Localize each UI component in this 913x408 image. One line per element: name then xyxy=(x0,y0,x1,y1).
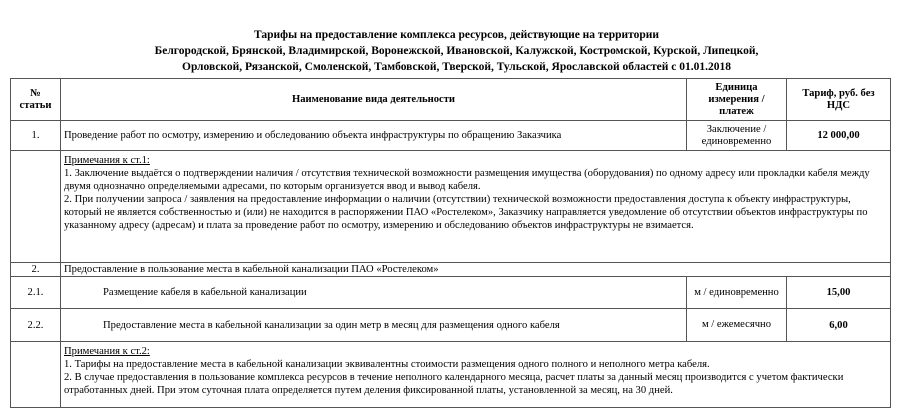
notes-article-1 xyxy=(61,151,891,263)
header-num: № статьи xyxy=(11,79,61,121)
row-price: 15,00 xyxy=(787,277,891,309)
doc-title-line-1: Тарифы на предоставление комплекса ресурсов, действующие на территории xyxy=(253,29,660,41)
notes-article-2 xyxy=(61,342,891,408)
table-row xyxy=(11,263,891,277)
note-paragraph: 2. В случае предоставления в пользование комплекса ресурсов в течение неполного календарного месяца, расчет платы за данный месяц производится с учетом фактически отработанных дней. При этом суточная плата определяется путем деления фиксированной платы, установленной за месяц, на 30 дней. xyxy=(64,372,844,396)
notes-row xyxy=(11,342,891,408)
row-num: 1. xyxy=(11,121,61,151)
header-price: Тариф, руб. без НДС xyxy=(787,79,891,121)
row-name: Предоставление места в кабельной канализации за один метр в месяц для размещения одного кабеля xyxy=(61,309,687,342)
doc-title-line-2: Белгородской, Брянской, Владимирской, Воронежской, Ивановской, Калужской, Костромской, Курской, Липецкой, xyxy=(154,45,759,57)
note-paragraph: 2. При получении запроса / заявления на предоставление информации о наличии (отсутствии) технической возможности предоставления доступа к объекту инфраструктуры, который не является собственностью и (или) не находится в распоряжении ПАО «Ростелеком», Заказчику направляется уведомление об отсутствии объектов инфраструктуры по указанному адресу (адресам) и плата за проведение работ по осмотру, измерению и обследованию объектов инфраструктуры не взимается. xyxy=(64,194,868,231)
table-header-row xyxy=(11,79,891,121)
row-name: Предоставление в пользование места в кабельной канализации ПАО «Ростелеком» xyxy=(61,263,891,277)
row-num: 2.2. xyxy=(11,309,61,342)
header-unit: Единица измерения / платеж xyxy=(687,79,787,121)
note-paragraph: 1. Заключение выдаётся о подтверждении наличия / отсутствия технической возможности размещения имущества (оборудования) по одному адресу или прокладки кабеля между двумя однозначно определяемыми адресами, по которым организуется ввод и вывод кабеля. xyxy=(64,168,870,192)
header-name: Наименование вида деятельности xyxy=(61,79,687,121)
row-unit: м / единовременно xyxy=(687,277,787,309)
notes-title: Примечания к ст.2: xyxy=(64,346,150,357)
row-unit: м / ежемесячно xyxy=(687,309,787,342)
table-row xyxy=(11,309,891,342)
row-unit: Заключение / единовременно xyxy=(687,121,787,151)
row-num: 2. xyxy=(11,263,61,277)
note-paragraph: 1. Тарифы на предоставление места в кабельной канализации эквивалентны стоимости размещения одного полного и неполного метра кабеля. xyxy=(64,359,710,370)
tariff-table xyxy=(10,78,891,408)
doc-title-line-3: Орловской, Рязанской, Смоленской, Тамбовской, Тверской, Тульской, Ярославской областей с 01.01.2018 xyxy=(182,61,731,73)
notes-row xyxy=(11,151,891,263)
row-name: Размещение кабеля в кабельной канализации xyxy=(61,277,687,309)
row-name: Проведение работ по осмотру, измерению и обследованию объекта инфраструктуры по обращению Заказчика xyxy=(61,121,687,151)
table-row xyxy=(11,277,891,309)
table-row xyxy=(11,121,891,151)
row-price: 6,00 xyxy=(787,309,891,342)
notes-title: Примечания к ст.1: xyxy=(64,155,150,166)
row-price: 12 000,00 xyxy=(787,121,891,151)
row-num: 2.1. xyxy=(11,277,61,309)
